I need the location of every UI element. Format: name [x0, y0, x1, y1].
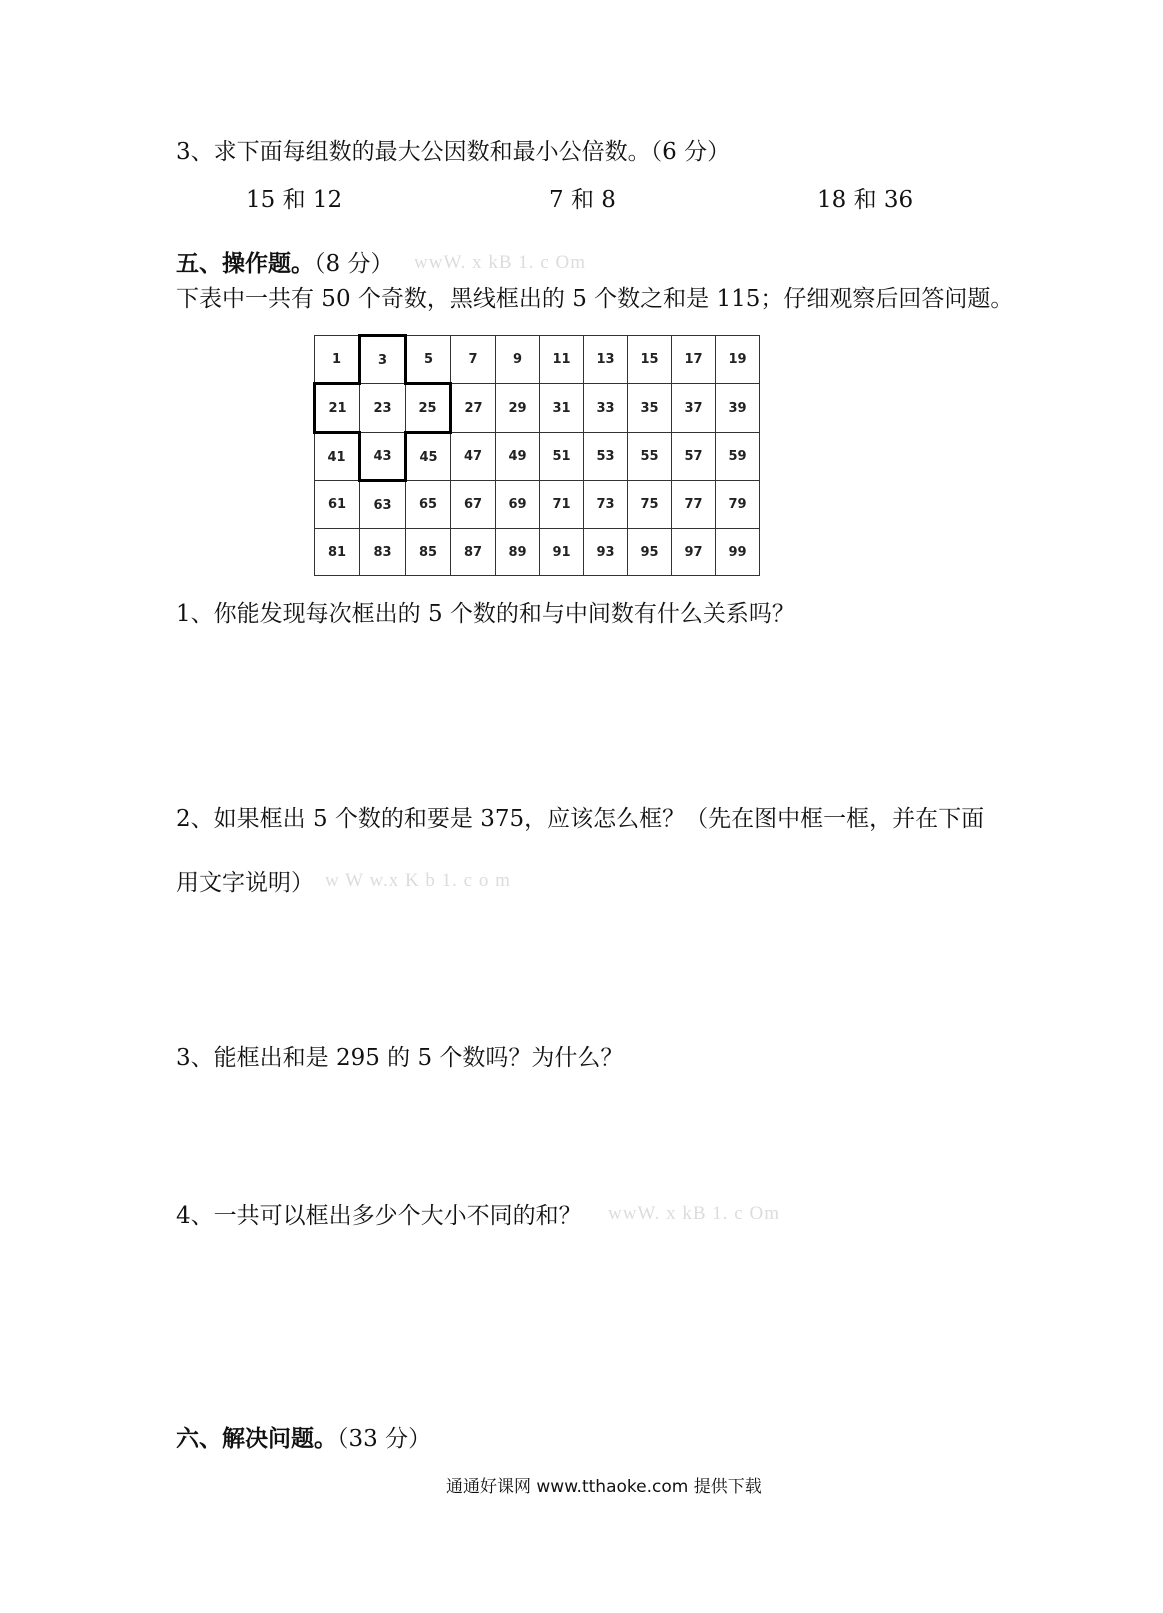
table-cell: 29 [496, 384, 540, 433]
table-cell: 91 [540, 529, 584, 576]
table-cell: 15 [628, 336, 672, 384]
table-cell: 23 [360, 384, 406, 433]
table-cell: 63 [360, 481, 406, 529]
table-cell: 71 [540, 481, 584, 529]
footer-source: 通通好课网 www.tthaoke.com 提供下载 [446, 1477, 762, 1497]
table-cell: 97 [672, 529, 716, 576]
sub-question-1: 1、你能发现每次框出的 5 个数的和与中间数有什么关系吗？ [176, 601, 795, 627]
section-title: 五、操作题。 [176, 251, 314, 277]
table-cell: 77 [672, 481, 716, 529]
number-pair-2: 7 和 8 [549, 187, 616, 213]
watermark: wwW. x kB 1. c Om [608, 1203, 780, 1224]
table-cell: 95 [628, 529, 672, 576]
table-cell: 85 [406, 529, 451, 576]
table-cell: 1 [315, 336, 360, 384]
table-row [315, 336, 760, 384]
table-row [315, 433, 760, 481]
section-heading [176, 245, 393, 278]
watermark: w W w.x K b 1. c o m [325, 870, 511, 891]
table-cell: 33 [584, 384, 628, 433]
table-cell: 81 [315, 529, 360, 576]
number-pair-1: 15 和 12 [246, 187, 343, 213]
table-cell: 99 [716, 529, 760, 576]
table-cell: 87 [451, 529, 496, 576]
table-cell: 57 [672, 433, 716, 481]
table-cell: 5 [406, 336, 451, 384]
sub-question-4: 4、一共可以框出多少个大小不同的和？ [176, 1203, 582, 1229]
table-cell: 39 [716, 384, 760, 433]
table-cell: 11 [540, 336, 584, 384]
table-cell: 27 [451, 384, 496, 433]
table-cell: 17 [672, 336, 716, 384]
table-cell: 41 [315, 433, 360, 481]
table-cell: 65 [406, 481, 451, 529]
table-cell: 61 [315, 481, 360, 529]
section-points: （8 分） [314, 251, 394, 277]
table-cell: 51 [540, 433, 584, 481]
sub-question-2-line-1: 2、如果框出 5 个数的和要是 375，应该怎么框？（先在图中框一框，并在下面 [176, 806, 985, 832]
table-cell: 37 [672, 384, 716, 433]
table-cell: 3 [360, 336, 406, 384]
table-cell: 35 [628, 384, 672, 433]
table-cell: 73 [584, 481, 628, 529]
table-cell: 31 [540, 384, 584, 433]
odd-number-table [313, 334, 760, 576]
sub-question-3: 3、能框出和是 295 的 5 个数吗？为什么？ [176, 1045, 624, 1071]
question-text: 3、求下面每组数的最大公因数和最小公倍数。（6 分） [176, 139, 731, 165]
section-intro: 下表中一共有 50 个奇数，黑线框出的 5 个数之和是 115；仔细观察后回答问题。 [176, 286, 1014, 312]
table-cell: 67 [451, 481, 496, 529]
table-cell: 55 [628, 433, 672, 481]
table-cell: 25 [406, 384, 451, 433]
table-row [315, 481, 760, 529]
table-cell: 9 [496, 336, 540, 384]
section-title: 六、解决问题。 [176, 1426, 337, 1452]
table-cell: 89 [496, 529, 540, 576]
section-points: （33 分） [337, 1426, 432, 1452]
number-pair-3: 18 和 36 [817, 187, 914, 213]
watermark: wwW. x kB 1. c Om [414, 252, 586, 273]
section-problem-solving-heading [176, 1420, 431, 1453]
table-cell: 59 [716, 433, 760, 481]
table-cell: 53 [584, 433, 628, 481]
table-cell: 13 [584, 336, 628, 384]
table-cell: 93 [584, 529, 628, 576]
table-cell: 47 [451, 433, 496, 481]
table-cell: 69 [496, 481, 540, 529]
table-row [315, 529, 760, 576]
sub-question-2-line-2: 用文字说明） [176, 870, 314, 896]
table-cell: 75 [628, 481, 672, 529]
table-cell: 21 [315, 384, 360, 433]
table-cell: 19 [716, 336, 760, 384]
table-cell: 45 [406, 433, 451, 481]
table-cell: 43 [360, 433, 406, 481]
table-cell: 83 [360, 529, 406, 576]
table-cell: 49 [496, 433, 540, 481]
table-row [315, 384, 760, 433]
table-cell: 79 [716, 481, 760, 529]
table-cell: 7 [451, 336, 496, 384]
